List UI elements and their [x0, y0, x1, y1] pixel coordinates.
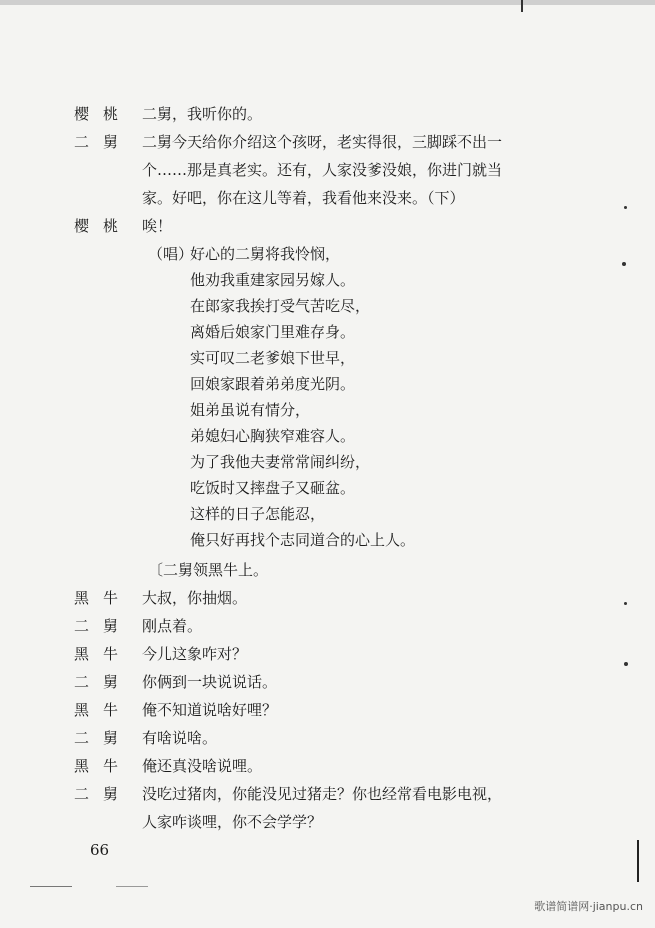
song-line: 为了我他夫妻常常闹纠纷， — [190, 453, 371, 471]
speaker-name: 樱桃 — [74, 217, 133, 235]
scan-edge-mark — [637, 840, 639, 882]
scan-underline-mark — [116, 886, 148, 887]
dialogue-line: 人家咋谈哩，你不会学学？ — [142, 813, 323, 831]
speaker-name: 黑牛 — [74, 589, 133, 607]
song-line: 好心的二舅将我怜悯， — [190, 245, 341, 263]
stage-direction: 〔二舅领黑牛上。 — [148, 561, 269, 579]
song-tag: （唱） — [148, 245, 194, 263]
song-line: 俺只好再找个志同道合的心上人。 — [190, 531, 416, 549]
dialogue-line: 刚点着。 — [142, 617, 203, 635]
dialogue-line: 大叔，你抽烟。 — [142, 589, 248, 607]
song-line: 姐弟虽说有情分， — [190, 401, 311, 419]
dialogue-line: 没吃过猪肉，你能没见过猪走？你也经常看电影电视， — [142, 785, 503, 803]
site-watermark: 歌谱简谱网·jianpu.cn — [534, 900, 643, 913]
scan-underline-mark — [30, 886, 72, 887]
speaker-name: 二舅 — [74, 617, 133, 635]
page-number: 66 — [90, 841, 110, 859]
song-line: 回娘家跟着弟弟度光阴。 — [190, 375, 356, 393]
scan-speck — [622, 262, 626, 266]
dialogue-line: 二舅今天给你介绍这个孩呀，老实得很，三脚踩不出一 — [142, 133, 503, 151]
song-line: 这样的日子怎能忍， — [190, 505, 326, 523]
dialogue-line: 二舅，我听你的。 — [142, 105, 263, 123]
dialogue-line: 你俩到一块说说话。 — [142, 673, 278, 691]
song-line: 离婚后娘家门里难存身。 — [190, 323, 356, 341]
speaker-name: 二舅 — [74, 785, 133, 803]
song-line: 弟媳妇心胸狭窄难容人。 — [190, 427, 356, 445]
song-line: 实可叹二老爹娘下世早， — [190, 349, 356, 367]
dialogue-line: 俺还真没啥说哩。 — [142, 757, 263, 775]
top-border — [0, 0, 655, 5]
speaker-name: 二舅 — [74, 729, 133, 747]
scan-speck — [624, 662, 628, 666]
dialogue-line: 俺不知道说啥好哩？ — [142, 701, 278, 719]
dialogue-line: 家。好吧，你在这儿等着，我看他来没来。（下） — [142, 189, 465, 207]
song-line: 在郎家我挨打受气苦吃尽， — [190, 297, 371, 315]
song-line: 他劝我重建家园另嫁人。 — [190, 271, 356, 289]
speaker-name: 黑牛 — [74, 701, 133, 719]
dialogue-line: 今儿这象咋对？ — [142, 645, 248, 663]
dialogue-line: 个……那是真老实。还有，人家没爹没娘，你进门就当 — [142, 161, 503, 179]
speaker-name: 二舅 — [74, 673, 133, 691]
dialogue-line: 唉！ — [142, 217, 173, 235]
speaker-name: 二舅 — [74, 133, 133, 151]
speaker-name: 黑牛 — [74, 645, 133, 663]
speaker-name: 黑牛 — [74, 757, 133, 775]
top-tick-mark — [521, 0, 523, 12]
scan-speck — [624, 206, 627, 209]
scan-speck — [624, 602, 627, 605]
song-line: 吃饭时又摔盘子又砸盆。 — [190, 479, 356, 497]
speaker-name: 樱桃 — [74, 105, 133, 123]
dialogue-line: 有啥说啥。 — [142, 729, 218, 747]
